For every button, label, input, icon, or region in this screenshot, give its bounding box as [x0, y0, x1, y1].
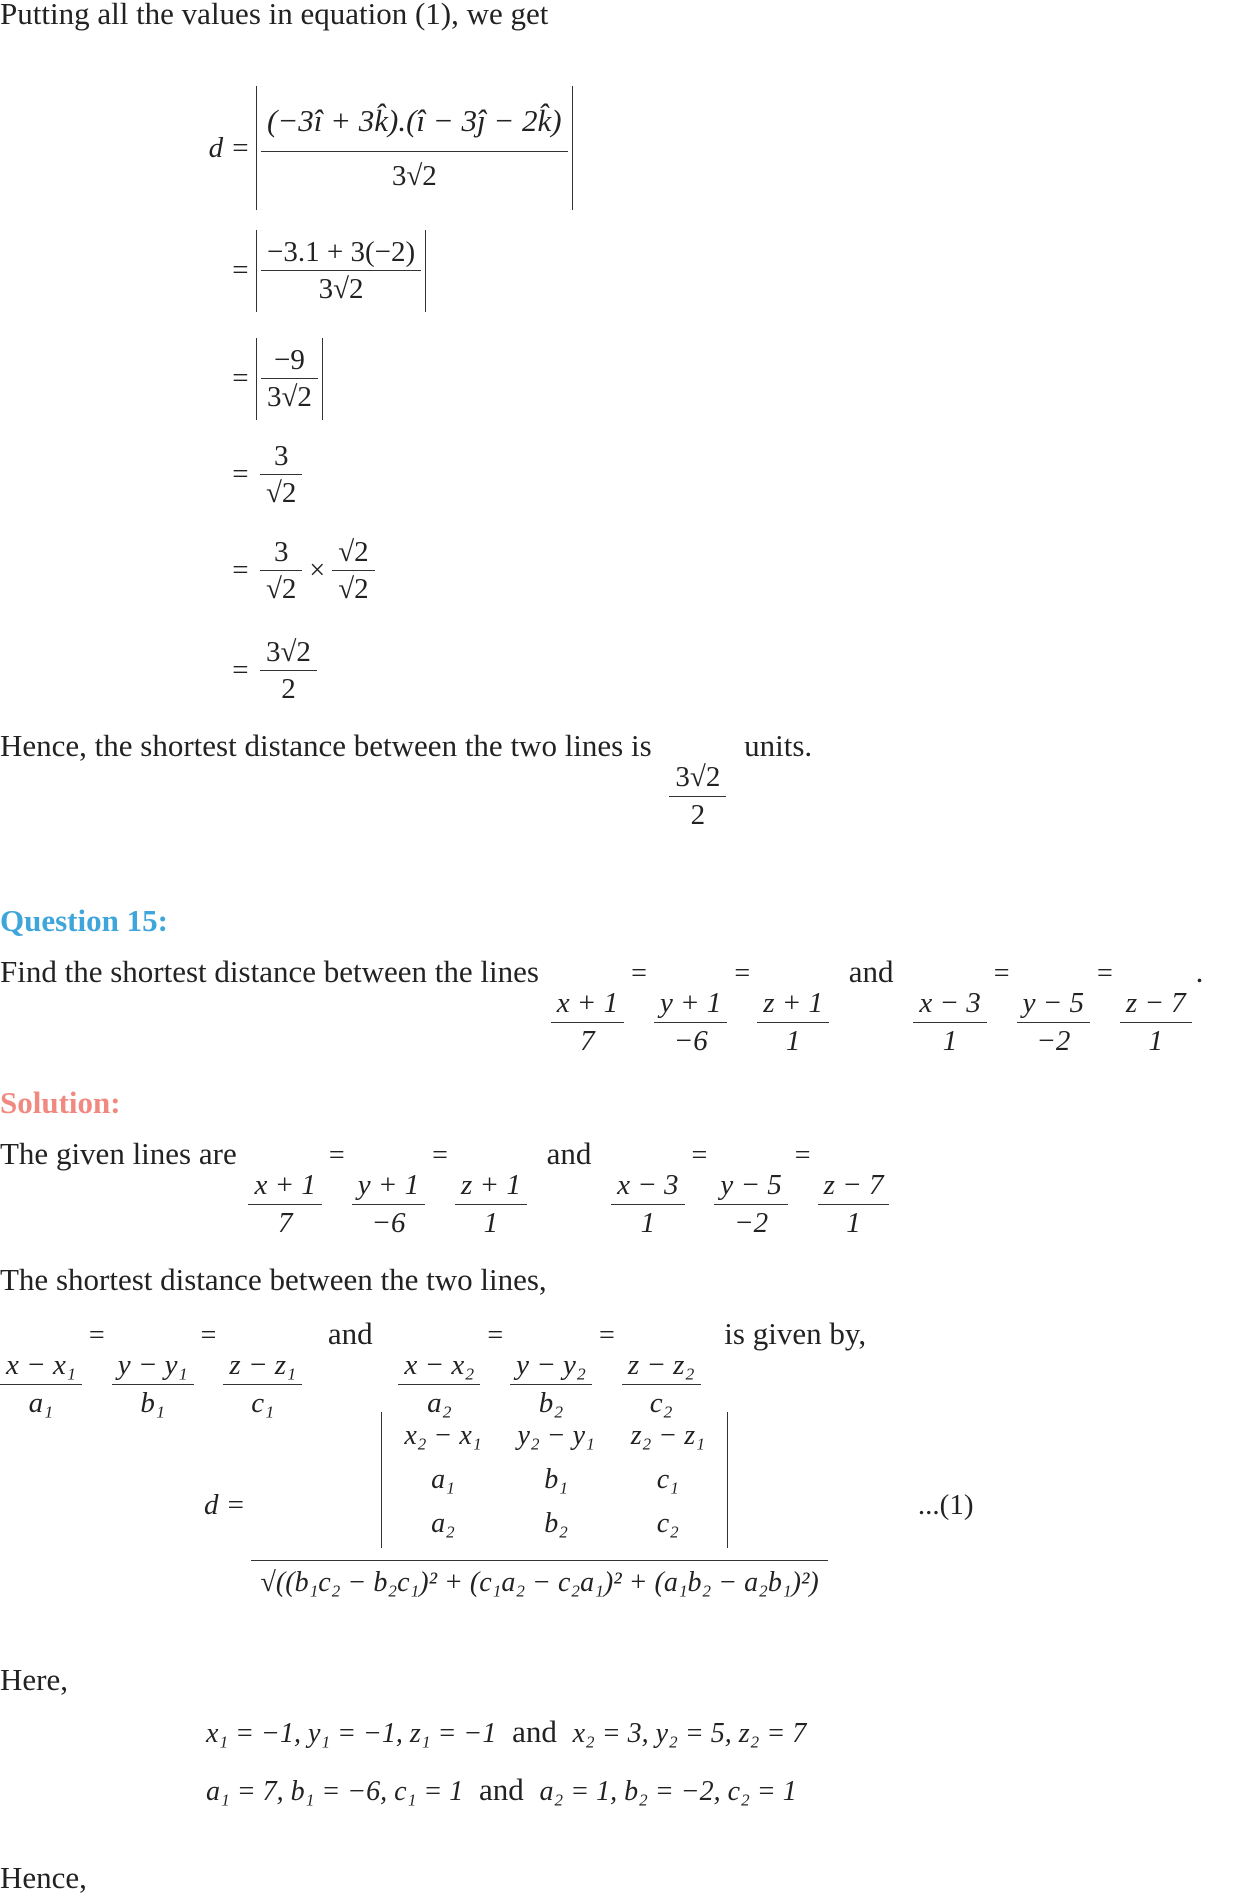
- denominator: b₁: [140, 1386, 165, 1419]
- equation-number: ...(1): [917, 1489, 974, 1521]
- values-line2: x₂ = 3, y₂ = 5, z₂ = 7: [572, 1718, 807, 1749]
- conclusion-text: Hence, the shortest distance between the two lines is: [0, 728, 652, 763]
- fraction: [1120, 985, 1192, 1059]
- fraction: [654, 985, 727, 1059]
- numerator: −9: [261, 342, 318, 379]
- determinant: [381, 1412, 728, 1548]
- fraction: [551, 985, 624, 1059]
- step-lhs: d =: [208, 131, 250, 164]
- fraction: [398, 1347, 480, 1421]
- fraction: [757, 985, 829, 1059]
- hence-text: Hence,: [0, 1860, 87, 1895]
- numerator: −3.1 + 3(−2): [261, 234, 421, 271]
- det-cell: a₂: [431, 1508, 455, 1539]
- fraction: [260, 534, 302, 608]
- denominator: √2: [338, 573, 369, 606]
- numerator: y − y₂: [510, 1347, 592, 1384]
- equals: =: [734, 958, 751, 989]
- fraction: [913, 985, 986, 1059]
- fraction: [455, 1167, 527, 1241]
- det-cell: x₂ − x₁: [404, 1420, 482, 1451]
- times-sign: ×: [309, 554, 326, 586]
- numerator: y + 1: [654, 985, 727, 1022]
- denominator: 3√2: [318, 273, 364, 306]
- step-lhs: =: [230, 362, 250, 395]
- denominator: −6: [673, 1024, 708, 1057]
- denominator: 1: [1148, 1024, 1163, 1057]
- denominator: √2: [266, 477, 297, 510]
- formula-denominator: √((b₁c₂ − b₂c₁)² + (c₁a₂ − c₂a₁)² + (a₁b₂ − a₂b₁)²): [260, 1567, 819, 1598]
- values-row-1: [206, 1714, 806, 1750]
- numerator: √2: [332, 534, 374, 571]
- numerator: z − z₂: [622, 1347, 701, 1384]
- fraction: [714, 1167, 787, 1241]
- numerator: (−3î + 3k̂).(î − 3ĵ − 2k̂): [261, 102, 568, 152]
- and-text: and: [848, 954, 894, 989]
- denominator: 2: [690, 798, 706, 831]
- fraction: [261, 234, 421, 308]
- conclusion: [0, 728, 812, 833]
- and-text: and: [546, 1136, 592, 1171]
- det-cell: b₂: [544, 1508, 569, 1539]
- numerator: y + 1: [352, 1167, 425, 1204]
- numerator: x − x₁: [0, 1347, 82, 1384]
- equals: =: [993, 958, 1010, 989]
- absolute-value: [256, 338, 323, 420]
- fraction: [223, 1347, 302, 1421]
- values-row-2: [206, 1772, 797, 1808]
- numerator: x − 3: [611, 1167, 684, 1204]
- equals: =: [200, 1320, 217, 1351]
- denominator: 1: [846, 1206, 861, 1239]
- denominator: 7: [580, 1024, 595, 1057]
- fraction: [669, 759, 726, 833]
- numerator: y − y₁: [112, 1347, 194, 1384]
- absolute-value: [256, 86, 573, 210]
- numerator: y − 5: [714, 1167, 787, 1204]
- direction-ratios-2: a₂ = 1, b₂ = −2, c₂ = 1: [539, 1776, 797, 1807]
- equals: =: [794, 1140, 811, 1171]
- equals: =: [487, 1320, 504, 1351]
- equals: =: [1097, 958, 1113, 989]
- given-by-text: is given by,: [724, 1316, 867, 1351]
- fraction: [818, 1167, 890, 1241]
- numerator: z + 1: [455, 1167, 527, 1204]
- det-cell: c₁: [656, 1464, 679, 1495]
- denominator: 3√2: [391, 159, 437, 192]
- numerator: z − 7: [818, 1167, 890, 1204]
- denominator: 1: [640, 1206, 656, 1239]
- numerator: x − x₂: [398, 1347, 480, 1384]
- denominator: 1: [483, 1206, 499, 1239]
- question-text: [0, 954, 1203, 1059]
- fraction: [510, 1347, 592, 1421]
- distance-formula: [204, 1412, 974, 1599]
- equals: =: [88, 1320, 105, 1351]
- period: .: [1195, 954, 1204, 989]
- det-cell: y₂ − y₁: [517, 1420, 595, 1451]
- step-lhs: =: [230, 458, 250, 491]
- numerator: x + 1: [551, 985, 624, 1022]
- denominator: −2: [734, 1206, 769, 1239]
- fraction: [352, 1167, 425, 1241]
- formula-numerator: [251, 1412, 828, 1561]
- units-text: units.: [744, 728, 813, 763]
- step-lhs: =: [230, 554, 250, 587]
- here-text: Here,: [0, 1662, 68, 1697]
- fraction: [261, 102, 568, 194]
- values-line1: x₁ = −1, y₁ = −1, z₁ = −1: [206, 1718, 497, 1749]
- denominator: 3√2: [267, 381, 312, 414]
- fraction: [261, 342, 318, 416]
- equals: =: [691, 1140, 708, 1171]
- step-lhs: =: [230, 654, 250, 687]
- given-text: The given lines are: [0, 1136, 237, 1171]
- denominator: c₁: [251, 1386, 275, 1419]
- numerator: y − 5: [1017, 985, 1090, 1022]
- question-heading: Question 15:: [0, 903, 168, 938]
- numerator: z + 1: [757, 985, 829, 1022]
- fraction: [248, 1167, 321, 1241]
- denominator: 7: [277, 1206, 293, 1239]
- det-cell: a₁: [431, 1464, 455, 1495]
- denominator: −6: [371, 1206, 406, 1239]
- numerator: 3√2: [260, 634, 317, 671]
- step-2: [200, 230, 426, 312]
- equals: =: [599, 1320, 615, 1351]
- fraction: [260, 634, 317, 708]
- equals: =: [328, 1140, 345, 1171]
- denominator: 1: [785, 1024, 801, 1057]
- fraction: [112, 1347, 194, 1421]
- question-statement: Find the shortest distance between the lines: [0, 954, 539, 989]
- step-4: [200, 438, 306, 512]
- given-lines: [0, 1136, 893, 1241]
- numerator: z − z₁: [223, 1347, 302, 1384]
- numerator: 3: [260, 438, 302, 475]
- intro-text: Putting all the values in equation (1), we get: [0, 0, 549, 31]
- and-text: and: [327, 1316, 373, 1351]
- and-text: and: [512, 1714, 557, 1749]
- formula-lhs: d =: [204, 1489, 246, 1521]
- denominator: √2: [266, 573, 297, 606]
- step-1: [200, 86, 573, 210]
- equals: =: [432, 1140, 448, 1171]
- fraction: [260, 438, 302, 512]
- step-6: [200, 634, 321, 708]
- denominator: 2: [281, 673, 296, 706]
- direction-ratios-1: a₁ = 7, b₁ = −6, c₁ = 1: [206, 1776, 464, 1807]
- numerator: 3: [260, 534, 302, 571]
- det-cell: b₁: [544, 1464, 569, 1495]
- step-lhs: =: [230, 254, 250, 287]
- shortest-text: The shortest distance between the two lines,: [0, 1262, 547, 1297]
- numerator: 3√2: [669, 759, 726, 796]
- numerator: x + 1: [248, 1167, 321, 1204]
- numerator: x − 3: [913, 985, 986, 1022]
- and-text: and: [478, 1772, 524, 1807]
- denominator: b₂: [538, 1386, 564, 1419]
- denominator: c₂: [649, 1386, 673, 1419]
- fraction: [611, 1167, 684, 1241]
- fraction: [1017, 985, 1090, 1059]
- general-lines: [0, 1316, 866, 1421]
- det-cell: c₂: [656, 1508, 679, 1539]
- det-cell: z₂ − z₁: [630, 1420, 705, 1451]
- denominator: a₂: [427, 1386, 452, 1419]
- equals: =: [631, 958, 647, 989]
- fraction: [332, 534, 374, 608]
- formula-fraction: [251, 1412, 828, 1599]
- solution-heading: Solution:: [0, 1085, 121, 1120]
- denominator: 1: [942, 1024, 958, 1057]
- denominator: −2: [1036, 1024, 1071, 1057]
- numerator: z − 7: [1120, 985, 1192, 1022]
- denominator: a₁: [28, 1386, 54, 1419]
- step-5: [200, 534, 379, 608]
- fraction: [622, 1347, 701, 1421]
- step-3: [200, 338, 323, 420]
- absolute-value: [256, 230, 426, 312]
- fraction: [0, 1347, 82, 1421]
